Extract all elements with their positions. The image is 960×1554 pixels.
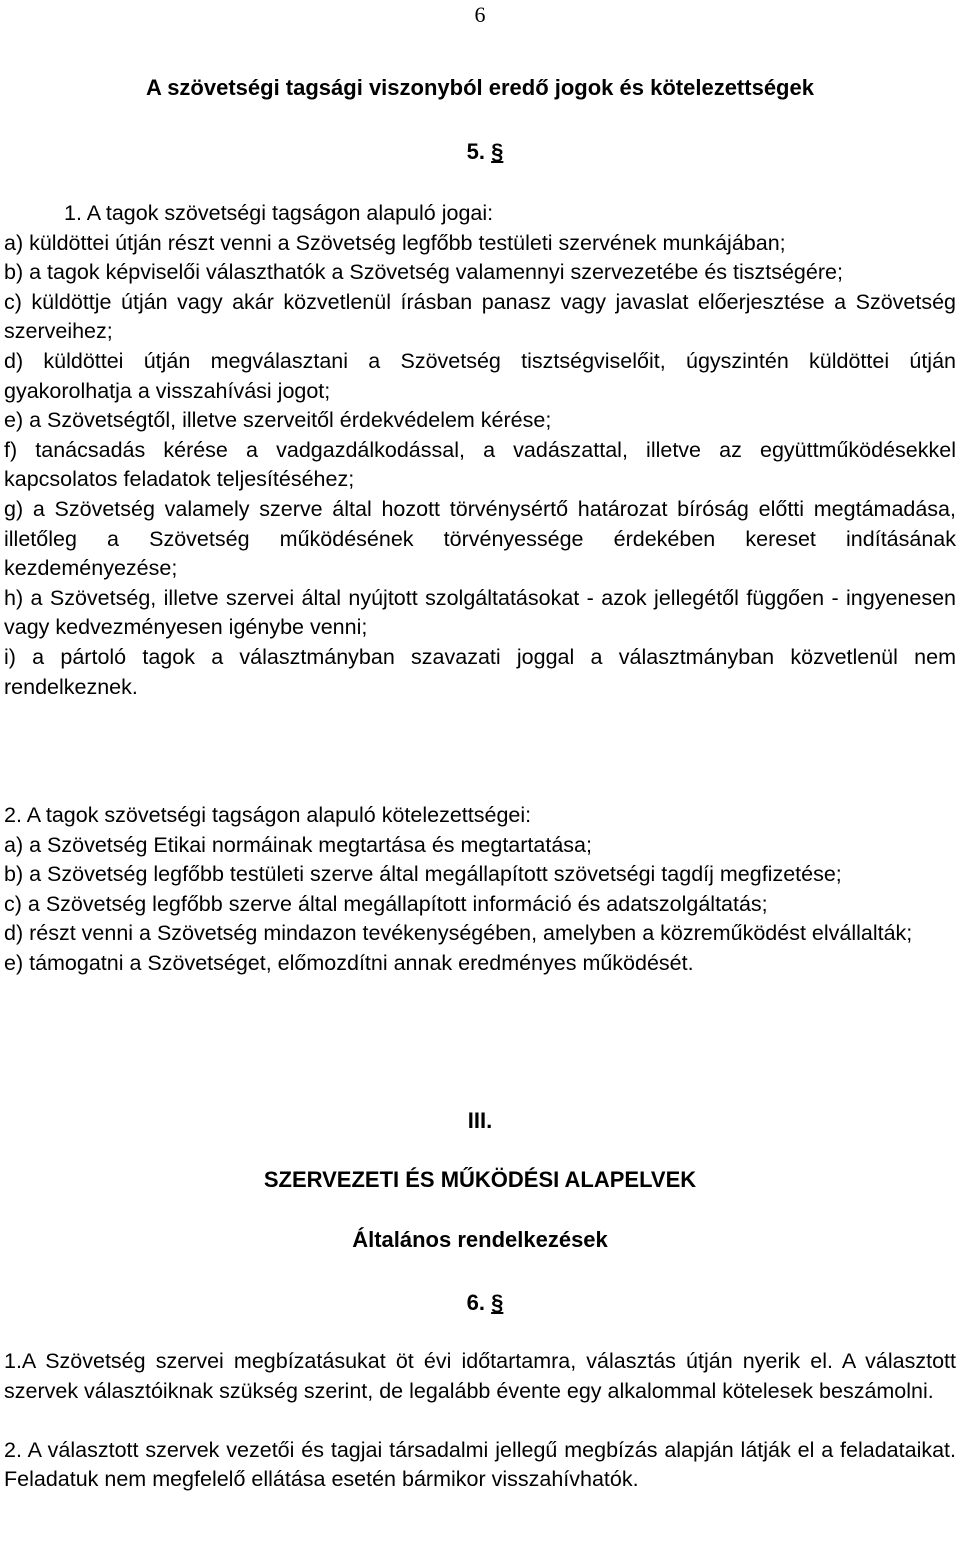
- rights-item-d: d) küldöttei útján megválasztani a Szövetség tisztségviselőit, úgyszintén küldöttei útján gyakorolhatja a visszahívási jogot;: [4, 348, 956, 403]
- section-6-body: [4, 1347, 956, 1495]
- obligations-item-d: d) részt venni a Szövetség mindazon tevékenységében, amelyben a közreműködést elvállalták;: [4, 921, 913, 946]
- section-5-heading: [5, 138, 960, 166]
- section-6-paragraph-2: 2. A választott szervek vezetői és tagjai társadalmi jellegű megbízás alapján látják el a feladataikat. Feladatuk nem megfelelő ellátása esetén bármikor visszahívhatók.: [4, 1437, 956, 1492]
- obligations-item-c: c) a Szövetség legfőbb szerve által megállapított információ és adatszolgáltatás;: [4, 891, 768, 916]
- obligations-intro: 2. A tagok szövetségi tagságon alapuló kötelezettségei:: [4, 803, 532, 827]
- obligations-block: [4, 801, 956, 979]
- part-heading: III.: [467, 1108, 493, 1133]
- rights-item-f: f) tanácsadás kérése a vadgazdálkodással, a vadászattal, illetve az együttműködésekkel kapcsolatos feladatok teljesítéséhez;: [4, 437, 956, 492]
- rights-item-c: c) küldöttje útján vagy akár közvetlenül írásban panasz vagy javaslat előerjesztése a Szövetség szerveihez;: [4, 289, 956, 344]
- obligations-item-e: e) támogatni a Szövetséget, előmozdítni annak eredményes működését.: [4, 950, 694, 975]
- obligations-item-a: a) a Szövetség Etikai normáinak megtartása és megtartatása;: [4, 832, 592, 857]
- section-number: 6.: [466, 1290, 485, 1315]
- rights-item-a: a) küldöttei útján részt venni a Szövetség legfőbb testületi szervének munkájában;: [4, 230, 786, 255]
- rights-item-h: h) a Szövetség, illetve szervei által nyújtott szolgáltatásokat - azok jellegétől függően - ingyenesen vagy kedvezményesen igénybe venni;: [4, 585, 956, 640]
- section-6-paragraph-1: 1.A Szövetség szervei megbízatásukat öt évi időtartamra, választás útján nyerik el. A választott szervek választóiknak szükség szerint, de legalább évente egy alkalommal kötelesek beszámolni.: [4, 1349, 956, 1403]
- page-number: 6: [474, 2, 486, 27]
- section-number: 5.: [466, 139, 485, 164]
- chapter-heading: A szövetségi tagsági viszonyból eredő jogok és kötelezettségek: [146, 75, 814, 100]
- section-sign: §: [491, 139, 504, 164]
- rights-intro: 1. A tagok szövetségi tagságon alapuló jogai:: [64, 201, 494, 225]
- section-6-heading: [5, 1289, 960, 1317]
- rights-item-i: i) a pártoló tagok a választmányban szavazati joggal a választmányban közvetlenül nem rendelkeznek.: [4, 644, 956, 699]
- rights-item-b: b) a tagok képviselői választhatók a Szövetség valamennyi szervezetébe és tisztségére;: [4, 260, 843, 285]
- part-title: SZERVEZETI ÉS MŰKÖDÉSI ALAPELVEK: [263, 1167, 697, 1192]
- obligations-item-b: b) a Szövetség legfőbb testületi szerve által megállapított szövetségi tagdíj megfizetése;: [4, 862, 842, 887]
- subsection-title: Általános rendelkezések: [352, 1227, 608, 1252]
- rights-item-g: g) a Szövetség valamely szerve által hozott törvénysértő határozat bíróság előtti megtámadása, illetőleg a Szövetség működésének törvényessége érdekében kereset indításának kezdeményezése;: [4, 496, 956, 581]
- rights-item-e: e) a Szövetségtől, illetve szerveitől érdekvédelem kérése;: [4, 408, 552, 433]
- rights-block: [4, 199, 956, 702]
- section-sign: §: [491, 1290, 504, 1315]
